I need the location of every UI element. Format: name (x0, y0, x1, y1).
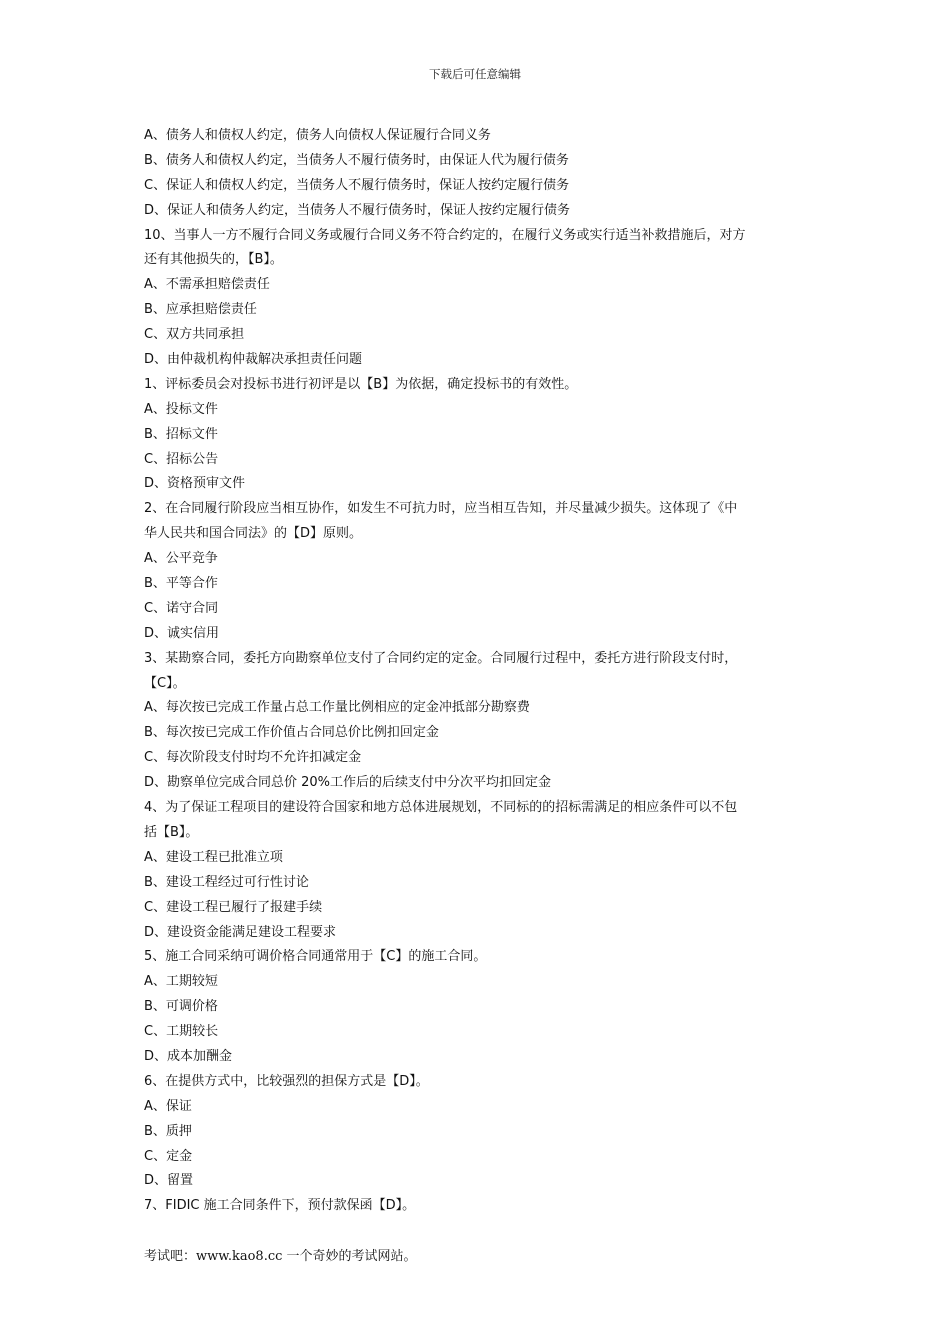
text-line: D、留置 (144, 1173, 194, 1189)
document-body (144, 124, 810, 1219)
text-line: A、债务人和债权人约定，债务人向债权人保证履行合同义务 (144, 128, 491, 143)
text-line: 4、为了保证工程项目的建设符合国家和地方总体进展规划，不同标的的招标需满足的相应条件可以不包 (144, 800, 738, 816)
text-line: 3、某勘察合同，委托方向勘察单位支付了合同约定的定金。合同履行过程中，委托方进行阶段支付时， (144, 650, 738, 666)
text-line: B、建设工程经过可行性讨论 (144, 874, 309, 890)
text-line: C、保证人和债权人约定，当债务人不履行债务时，保证人按约定履行债务 (144, 177, 570, 193)
text-line: B、应承担赔偿责任 (144, 302, 257, 318)
text-line: A、每次按已完成工作量占总工作量比例相应的定金冲抵部分勘察费 (144, 700, 530, 716)
text-line: 1、评标委员会对投标书进行初评是以【B】为依据，确定投标书的有效性。 (144, 376, 578, 392)
text-line: A、不需承担赔偿责任 (144, 277, 270, 293)
text-line: B、债务人和债权人约定，当债务人不履行债务时，由保证人代为履行债务 (144, 152, 569, 168)
page-header: 下载后可任意编辑 (429, 67, 521, 81)
text-line: 6、在提供方式中，比较强烈的担保方式是【D】。 (144, 1073, 429, 1089)
text-line: 2、在合同履行阶段应当相互协作，如发生不可抗力时，应当相互告知，并尽量减少损失。这体现了《中 (144, 501, 738, 517)
text-line: D、保证人和债务人约定，当债务人不履行债务时，保证人按约定履行债务 (144, 202, 571, 218)
text-line: 【C】。 (144, 675, 186, 691)
text-line: A、投标文件 (144, 401, 218, 417)
text-line: B、每次按已完成工作价值占合同总价比例扣回定金 (144, 725, 439, 741)
text-line: B、招标文件 (144, 426, 218, 442)
text-line: D、成本加酬金 (144, 1048, 233, 1064)
text-line: B、可调价格 (144, 999, 218, 1015)
text-line: C、每次阶段支付时均不允许扣减定金 (144, 750, 362, 766)
text-line: A、保证 (144, 1098, 192, 1114)
text-line: A、工期较短 (144, 974, 218, 990)
text-line: 7、FIDIC 施工合同条件下，预付款保函【D】。 (144, 1198, 416, 1214)
text-line: C、工期较长 (144, 1024, 219, 1040)
text-line: D、资格预审文件 (144, 476, 246, 492)
text-line: C、诺守合同 (144, 600, 219, 616)
text-line: D、勘察单位完成合同总价 20%工作后的后续支付中分次平均扣回定金 (144, 775, 552, 791)
text-line: 还有其他损失的，【B】。 (144, 252, 283, 268)
text-line: A、建设工程已批准立项 (144, 849, 283, 865)
text-line: D、由仲裁机构仲裁解决承担责任问题 (144, 352, 363, 368)
text-line: D、建设资金能满足建设工程要求 (144, 924, 337, 940)
text-line: 华人民共和国合同法》的【D】原则。 (144, 526, 363, 542)
text-line: C、双方共同承担 (144, 327, 245, 343)
text-line: 括【B】。 (144, 824, 199, 840)
text-line: B、平等合作 (144, 576, 218, 592)
text-line: 10、当事人一方不履行合同义务或履行合同义务不符合约定的，在履行义务或实行适当补救措施后，对方 (144, 227, 746, 243)
text-line: A、公平竞争 (144, 551, 218, 567)
text-line: B、质押 (144, 1123, 192, 1139)
text-line: C、招标公告 (144, 451, 219, 467)
text-line: D、诚实信用 (144, 625, 220, 641)
page-footer: 考试吧：www.kao8.cc 一个奇妙的考试网站。 (144, 1249, 417, 1264)
text-line: 5、施工合同采纳可调价格合同通常用于【C】的施工合同。 (144, 949, 487, 965)
text-line: C、定金 (144, 1148, 193, 1164)
text-line: C、建设工程已履行了报建手续 (144, 899, 323, 915)
